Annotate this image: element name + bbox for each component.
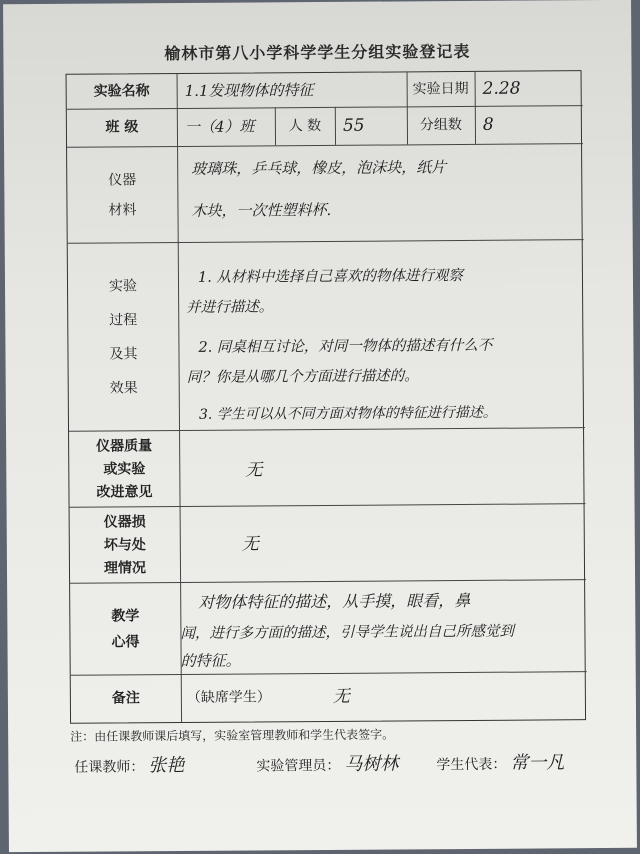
experiment-name-value: 1.1发现物体的特征 bbox=[184, 81, 314, 100]
admin-signature bbox=[256, 749, 398, 776]
process-label-line: 效果 bbox=[109, 380, 138, 397]
materials-label-line: 仪器 bbox=[108, 172, 137, 189]
quality-label-line: 或实验 bbox=[103, 461, 146, 478]
admin-name: 马树林 bbox=[344, 753, 399, 775]
remarks-value: 无 bbox=[332, 686, 350, 707]
materials-label-line: 材料 bbox=[108, 202, 137, 219]
quality-label bbox=[69, 430, 180, 507]
registration-table bbox=[66, 70, 587, 724]
experiment-date-value: 2.28 bbox=[482, 78, 521, 99]
group-count-value: 8 bbox=[482, 114, 494, 135]
process-label-line: 实验 bbox=[108, 278, 138, 295]
student-name: 常一凡 bbox=[510, 752, 565, 774]
experiment-date-label: 实验日期 bbox=[412, 80, 469, 98]
experiment-name-label: 实验名称 bbox=[93, 83, 150, 100]
process-line: 并进行描述。 bbox=[186, 299, 274, 316]
damage-value: 无 bbox=[241, 534, 259, 555]
admin-label: 实验管理员： bbox=[256, 757, 341, 775]
process-line: 1. 从材料中选择自己喜欢的物体进行观察 bbox=[197, 267, 463, 286]
process-label bbox=[68, 242, 179, 431]
teaching-label bbox=[70, 582, 181, 675]
people-count-label: 人 数 bbox=[288, 117, 322, 135]
teacher-label: 任课教师： bbox=[74, 759, 145, 776]
materials-line: 木块，一次性塑料杯. bbox=[191, 200, 332, 220]
quality-label-line: 仪器质量 bbox=[96, 438, 153, 455]
teacher-name: 张艳 bbox=[148, 754, 185, 777]
student-signature bbox=[436, 748, 564, 775]
group-count-label: 分组数 bbox=[419, 117, 462, 134]
teaching-line: 的特征。 bbox=[180, 651, 241, 670]
teaching-line: 对物体特征的描述，从手摸，眼看，鼻 bbox=[198, 590, 471, 612]
process-label-line: 过程 bbox=[109, 312, 138, 329]
process-label-line: 及其 bbox=[109, 346, 138, 363]
teaching-label-line: 心得 bbox=[111, 634, 140, 651]
quality-value: 无 bbox=[245, 460, 263, 481]
form-title: 榆林市第八小学科学学生分组实验登记表 bbox=[164, 41, 471, 64]
damage-label-line: 仪器损 bbox=[103, 514, 146, 531]
process-line: 同？你是从哪几个方面进行描述的。 bbox=[186, 368, 419, 386]
damage-label-line: 坏与处 bbox=[103, 537, 146, 554]
remarks-label: 备注 bbox=[111, 690, 140, 707]
absent-students-label: （缺席学生） bbox=[186, 689, 271, 706]
student-label: 学生代表： bbox=[436, 756, 507, 774]
damage-label bbox=[70, 506, 181, 583]
teaching-line: 闻，进行多方面的描述，引导学生说出自己所感觉到 bbox=[180, 623, 514, 642]
footer-note: 注：由任课教师课后填写，实验室管理教师和学生代表签字。 bbox=[70, 727, 395, 744]
people-count-value: 55 bbox=[342, 115, 365, 136]
class-value: 一（4）班 bbox=[184, 117, 255, 136]
class-label: 班 级 bbox=[105, 119, 139, 136]
quality-label-line: 改进意见 bbox=[96, 484, 153, 501]
teacher-signature bbox=[74, 751, 184, 778]
materials-label bbox=[67, 146, 178, 243]
signature-row bbox=[70, 748, 590, 777]
damage-label-line: 理情况 bbox=[103, 560, 147, 577]
process-line: 3. 学生可以从不同方面对物体的特征进行描述。 bbox=[198, 404, 497, 423]
materials-line: 玻璃珠，乒乓球，橡皮，泡沫块，纸片 bbox=[191, 158, 447, 178]
teaching-label-line: 教学 bbox=[111, 608, 140, 625]
paper-sheet bbox=[3, 0, 637, 852]
process-line: 2. 同桌相互讨论，对同一物体的描述有什么不 bbox=[198, 337, 493, 356]
